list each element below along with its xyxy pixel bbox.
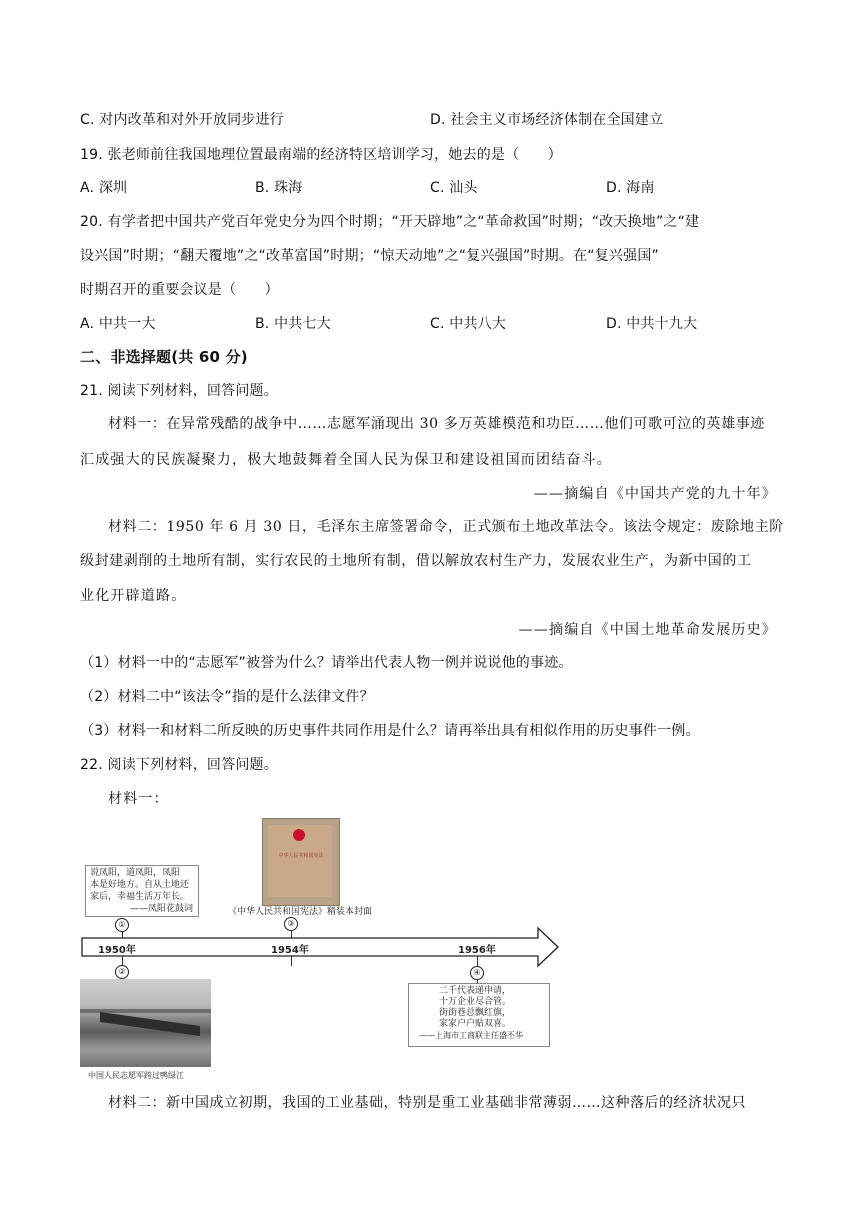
constitution-cover-image — [262, 818, 340, 906]
q19-stem: 19. 张老师前往我国地理位置最南端的经济特区培训学习，她去的是（ ） — [80, 147, 562, 163]
shanghai-quote-line: 街街巷总飘红旗， — [439, 1008, 512, 1018]
q22-material1-label: 材料一： — [108, 791, 169, 807]
q21-material2-line2: 级封建剥削的土地所有制，实行农民的土地所有制，借以解放农村生产力，发展农业生产，为新中国的工 — [80, 553, 752, 569]
q21-material2-source: ——摘编自《中国土地革命发展历史》 — [518, 622, 777, 638]
q19-option-a: A. 深圳 — [80, 180, 128, 196]
shanghai-quote-line: 十万企业尽合管。 — [439, 997, 512, 1007]
q18-option-d: D. 社会主义市场经济体制在全国建立 — [430, 112, 664, 128]
q20-option-c: C. 中共八大 — [430, 316, 507, 332]
shanghai-quote-line: 家家户户贴双喜。 — [439, 1019, 512, 1029]
tick-1954 — [291, 956, 292, 966]
q21-material1-line2: 汇成强大的民族凝聚力，极大地鼓舞着全国人民为保卫和建设祖国而团结奋斗。 — [80, 452, 612, 468]
marker-4: ④ — [470, 966, 484, 980]
photo-troops-column — [100, 1012, 200, 1036]
fengyang-poem-line: 本是好地方。自从土地还 — [90, 880, 190, 890]
fengyang-poem-line: 说凤阳，道凤阳，凤阳 — [90, 868, 181, 878]
marker-2: ② — [115, 965, 129, 979]
marker-3: ③ — [284, 917, 298, 931]
fengyang-poem-box — [85, 865, 199, 917]
q20-option-d: D. 中共十九大 — [606, 316, 698, 332]
shanghai-quote-line: 二千代表递申请， — [439, 986, 512, 996]
q22-stem: 22. 阅读下列材料，回答问题。 — [80, 757, 278, 773]
constitution-caption: 《中华人民共和国宪法》精装本封面 — [228, 907, 373, 917]
q20-option-b: B. 中共七大 — [255, 316, 331, 332]
year-1954: 1954年 — [271, 945, 309, 956]
marker-1: ① — [115, 918, 129, 932]
volunteer-army-caption: 中国人民志愿军跨过鸭绿江 — [88, 1071, 184, 1080]
volunteer-army-photo — [80, 979, 211, 1067]
q19-option-c: C. 汕头 — [430, 180, 478, 196]
q21-subquestion-2: （2）材料二中“该法令”指的是什么法律文件？ — [80, 689, 374, 705]
q21-material2-line3: 业化开辟道路。 — [80, 588, 187, 604]
q22-material2-line1: 材料二：新中国成立初期，我国的工业基础，特别是重工业基础非常薄弱……这种落后的经济状况只 — [108, 1095, 746, 1111]
q20-stem-line2: 设兴国”时期；“翻天覆地”之“改革富国”时期；“惊天动地”之“复兴强国”时期。在“复兴强国” — [80, 248, 659, 264]
q20-stem-line3: 时期召开的重要会议是（ ） — [80, 282, 279, 298]
year-1950: 1950年 — [98, 945, 136, 956]
fengyang-poem-source: ——凤阳花鼓词 — [130, 904, 194, 914]
q21-subquestion-3: （3）材料一和材料二所反映的历史事件共同作用是什么？请再举出具有相似作用的历史事件一例。 — [80, 723, 700, 739]
q19-option-b: B. 珠海 — [255, 180, 303, 196]
section-title: 二、非选择题(共 60 分) — [80, 348, 248, 366]
national-emblem-icon — [293, 829, 305, 841]
shanghai-quote-source: ——上海市工商联主任盛丕华 — [419, 1031, 523, 1040]
q21-stem: 21. 阅读下列材料，回答问题。 — [80, 383, 278, 399]
book-title-small: 中华人民共和国宪法 — [278, 853, 324, 859]
q20-option-a: A. 中共一大 — [80, 316, 156, 332]
q21-subquestion-1: （1）材料一中的“志愿军”被誉为什么？请举出代表人物一例并说说他的事迹。 — [80, 655, 573, 671]
shanghai-quote-box — [408, 983, 550, 1047]
fengyang-poem-line: 家后，幸福生活万年长。 — [90, 892, 190, 902]
q21-material1-source: ——摘编自《中国共产党的九十年》 — [533, 486, 777, 502]
q19-option-d: D. 海南 — [606, 180, 655, 196]
q18-option-c: C. 对内改革和对外开放同步进行 — [80, 112, 284, 128]
q21-material1-line1: 材料一：在异常残酷的战争中……志愿军涌现出 30 多万英雄模范和功臣……他们可歌可泣的英雄事迹 — [108, 416, 765, 432]
year-1956: 1956年 — [458, 945, 496, 956]
q20-stem-line1: 20. 有学者把中国共产党百年党史分为四个时期；“开天辟地”之“革命救国”时期；“改天换地”之“建 — [80, 214, 700, 230]
tick-1956 — [477, 956, 478, 966]
q21-material2-line1: 材料二：1950 年 6 月 30 日，毛泽东主席签署命令，正式颁布土地改革法令。该法令规定：废除地主阶 — [108, 519, 784, 535]
